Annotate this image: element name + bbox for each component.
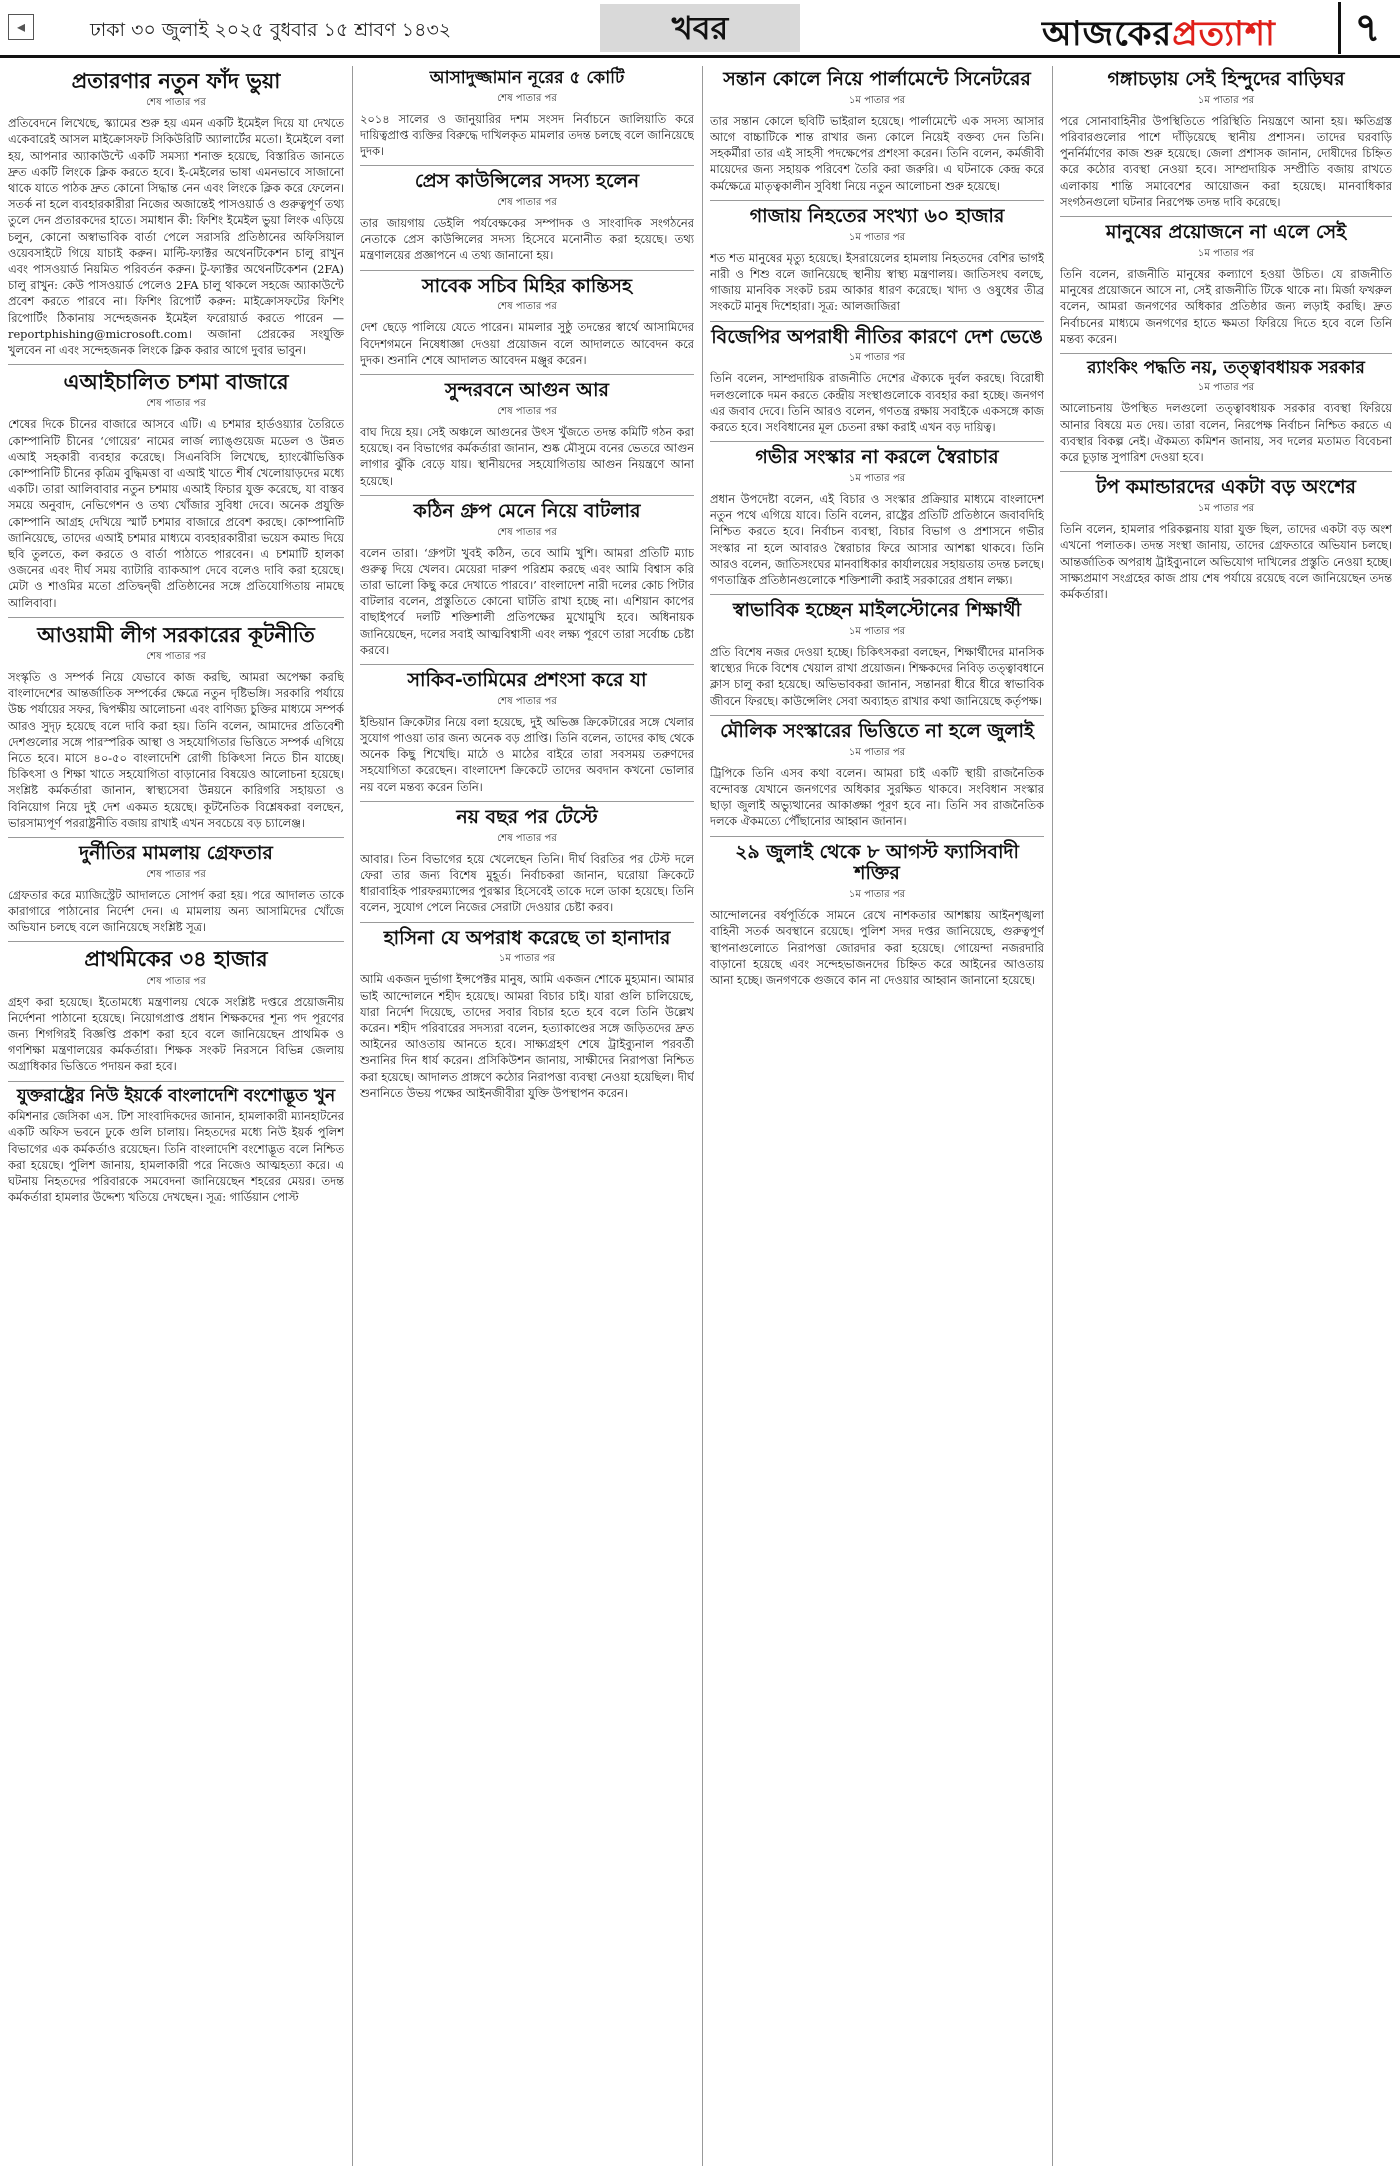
article-body: আমি একজন দুর্ভাগা ইন্সপেক্টর মানুষ, আমি একজন শোকে মুহ্যমান। আমার ভাই আন্দোলনে শহীদ হয়েছে। আমরা বিচার চাই। যারা গুলি চালিয়েছে, যারা নির্দেশ দিয়েছে, তাদের সবার বিচার হতে হবে বলে তিনি উল্লেখ করেন। শহীদ পরিবারের সদস্যরা বলেন, হত্যাকাণ্ডের সঙ্গে জড়িতদের দ্রুত আইনের আওতায় আনতে হবে। সাক্ষ্যগ্রহণ শেষে ট্রাইব্যুনাল পরবর্তী শুনানির দিন ধার্য করেন। প্রসিকিউশন জানায়, সাক্ষীদের নিরাপত্তা নিশ্চিত করা হয়েছে। আদালত প্রাঙ্গণে কঠোর নিরাপত্তা ব্যবস্থা নেওয়া হয়েছিল। দীর্ঘ শুনানিতে উভয় পক্ষের আইনজীবীরা যুক্তি উপস্থাপন করেন। [360, 972, 694, 1100]
column-3 [710, 66, 1044, 2170]
article-body: বাঘ দিয়ে হয়। সেই অঞ্চলে আগুনের উৎস খুঁজতে তদন্ত কমিটি গঠন করা হয়েছে। বন বিভাগের কর্মকর্তারা জানান, শুষ্ক মৌসুমে বনের ভেতরে আগুন লাগার ঝুঁকি বেড়ে যায়। স্থানীয়দের সহযোগিতায় আগুন নিয়ন্ত্রণে আনা হয়েছে। [360, 424, 694, 488]
article-body: দেশ ছেড়ে পালিয়ে যেতে পারেন। মামলার সুষ্ঠু তদন্তের স্বার্থে আসামিদের বিদেশগমনে নিষেধাজ্ঞা দেওয়া প্রয়োজন বলে আদালতে আবেদন করে দুদক। শুনানি শেষে আদালত আবেদন মঞ্জুর করেন। [360, 320, 694, 367]
article-headline[interactable]: এআইচালিত চশমা বাজারে [63, 370, 289, 395]
continuation-note: শেষ পাতার পর [497, 92, 557, 104]
article-headline[interactable]: প্রেস কাউন্সিলের সদস্য হলেন [414, 170, 640, 193]
article-divider [8, 364, 344, 365]
continuation-note: ১ম পাতার পর [498, 953, 556, 965]
newspaper-logo [1042, 8, 1276, 65]
article-body: শেষের দিকে চীনের বাজারে আসবে এটি। এ চশমার হার্ডওয়্যার তৈরিতে কোম্পানিটি চীনের ‘গোয়ের’ নামের লার্জ ল্যাঙ্গুয়েজ মডেল ও উন্নত এআই সহকারী ব্যবহার করেছে। সিএনবিসি লিখেছে, হ্যাংঝৌভিত্তিক কোম্পানিটি চীনের কৃত্রিম বুদ্ধিমত্তা বা এআই খাতে শীর্ষ খেলোয়াড়দের মধ্যে একটি। তারা আলিবাবার নতুন চশমায় এআই ফিচার যুক্ত করেছে, যা বাস্তব সময়ে অনুবাদ, নেভিগেশন ও তথ্য খোঁজার সুবিধা দেবে। অনেক প্রযুক্তি কোম্পানি আগ্রহ দেখিয়ে স্মার্ট চশমার বাজারে প্রবেশ করছে। কোম্পানিটি জানিয়েছে, তাদের এআই চশমার মাধ্যমে ব্যবহারকারীরা ভয়েস কমান্ড দিয়ে ছবি তুলতে, কল করতে ও বার্তা পাঠাতে পারবেন। এ চশমাটি হালকা ওজনের এবং দীর্ঘ সময় ব্যাটারি ব্যাকআপ দেবে বলেও দাবি করা হয়েছে। মেটা ও শাওমির মতো প্রতিদ্বন্দ্বী প্রতিষ্ঠানের সঙ্গে প্রতিযোগিতায় নামছে আলিবাবা। [8, 417, 344, 610]
continuation-note: শেষ পাতার পর [146, 398, 206, 410]
continuation-note: শেষ পাতার পর [497, 695, 557, 707]
article-headline[interactable]: আওয়ামী লীগ সরকারের কূটনীতি [37, 622, 315, 647]
article-body: আবার। তিন বিভাগের হয়ে খেলেছেন তিনি। দীর্ঘ বিরতির পর টেস্ট দলে ফেরা তার জন্য বিশেষ মুহূর্ত। নির্বাচকরা জানান, ঘরোয়া ক্রিকেটে ধারাবাহিক পারফরম্যান্সের পুরস্কার হিসেবেই তাকে দলে ডাকা হয়েছে। তিনি বলেন, সুযোগ পেলে নিজের সেরাটা দেওয়ার চেষ্টা করব। [360, 851, 694, 915]
continuation-note: শেষ পাতার পর [497, 405, 557, 417]
article [710, 836, 1044, 989]
column-4 [1060, 66, 1392, 2170]
article-divider [360, 270, 694, 271]
article [360, 374, 694, 489]
article-headline[interactable]: ২৯ জুলাই থেকে ৮ আগস্ট ফ্যাসিবাদী শক্তির [735, 840, 1019, 885]
article-body: তিনি বলেন, হামলার পরিকল্পনায় যারা যুক্ত ছিল, তাদের একটা বড় অংশ এখনো পলাতক। তদন্ত সংস্থা জানায়, তাদের গ্রেফতারে অভিযান চলছে। আন্তর্জাতিক অপরাধ ট্রাইব্যুনালে অভিযোগ দাখিলের প্রস্তুতি নেওয়া হচ্ছে। সাক্ষ্যপ্রমাণ সংগ্রহের কাজ প্রায় শেষ পর্যায়ে রয়েছে বলে জানিয়েছেন তদন্ত কর্মকর্তারা। [1060, 522, 1392, 601]
article-headline[interactable]: সাবেক সচিব মিহির কান্তিসহ [422, 274, 632, 297]
article-headline[interactable]: আসাদুজ্জামান নূরের ৫ কোটি [429, 68, 625, 88]
article-body: কমিশনার জেসিকা এস. টিশ সাংবাদিকদের জানান, হামলাকারী ম্যানহাটনের একটি অফিস ভবনে ঢুকে গুলি চালায়। নিহতদের মধ্যে নিউ ইয়র্ক পুলিশ বিভাগের এক কর্মকর্তাও রয়েছেন। তিনি বাংলাদেশি বংশোদ্ভূত বলে নিশ্চিত করা হয়েছে। পুলিশ জানায়, হামলাকারী পরে নিজেও আত্মহত্যা করে। এ ঘটনায় নিহতদের পরিবারকে সমবেদনা জানিয়েছেন শহরের মেয়র। তদন্ত কর্মকর্তারা হামলার উদ্দেশ্য খতিয়ে দেখছেন। সূত্র: গার্ডিয়ান পোস্ট [8, 1109, 344, 1205]
article-divider [710, 321, 1044, 322]
article-divider [8, 1081, 344, 1082]
article-headline[interactable]: বিজেপির অপরাধী নীতির কারণে দেশ ভেঙে [711, 325, 1043, 348]
article-body: তার জায়গায় ডেইলি পর্যবেক্ষকের সম্পাদক ও সাংবাদিক সংগঠনের নেতাকে প্রেস কাউন্সিলের সদস্য হিসেবে মনোনীত করা হয়েছে। তথ্য মন্ত্রণালয়ের প্রজ্ঞাপনে এ তথ্য জানানো হয়। [360, 216, 694, 263]
article-headline[interactable]: র‌্যাংকিং পদ্ধতি নয়, তত্ত্বাবধায়ক সরকার [1087, 357, 1365, 378]
continuation-note: ১ম পাতার পর [848, 626, 906, 638]
article-divider [360, 374, 694, 375]
article-headline[interactable]: প্রাথমিকের ৩৪ হাজার [84, 947, 268, 972]
continuation-note: ১ম পাতার পর [848, 231, 906, 243]
article [710, 200, 1044, 315]
back-arrow-icon[interactable]: ◂ [8, 14, 34, 40]
continuation-note: শেষ পাতার পর [146, 975, 206, 987]
article-headline[interactable]: যুক্তরাষ্ট্রের নিউ ইয়র্কে বাংলাদেশি বংশোদ্ভূত খুন [16, 1085, 336, 1106]
page-number: ৭ [1338, 2, 1394, 54]
article [710, 69, 1044, 194]
continuation-note: শেষ পাতার পর [497, 526, 557, 538]
continuation-note: ১ম পাতার পর [1197, 503, 1255, 515]
article-headline[interactable]: কঠিন গ্রুপ মেনে নিয়ে বাটলার [413, 499, 641, 522]
article [360, 69, 694, 159]
article-body: গ্রহণ করা হয়েছে। ইতোমধ্যে মন্ত্রণালয় থেকে সংশ্লিষ্ট দপ্তরে প্রয়োজনীয় নির্দেশনা পাঠানো হয়েছে। নিয়োগপ্রাপ্ত প্রধান শিক্ষকদের শূন্য পদ পূরণের জন্য শিগগিরই বিজ্ঞপ্তি প্রকাশ করা হবে বলে জানিয়েছেন প্রাথমিক ও গণশিক্ষা মন্ত্রণালয়ের কর্মকর্তারা। শিক্ষক সংকট নিরসনে বিভিন্ন জেলায় অগ্রাধিকার ভিত্তিতে পদায়ন করা হবে। [8, 994, 344, 1074]
logo-part-a: আজকের [1042, 14, 1173, 54]
article-divider [360, 922, 694, 923]
article-body: প্রতিবেদনে লিখেছে, স্ক্যামের শুরু হয় এমন একটি ইমেইল দিয়ে যা দেখতে একেবারেই আসল মাইক্রোসফট সিকিউরিটি অ্যালার্টের মতো। ইমেইলে বলা হয়, আপনার অ্যাকাউন্টে একটি সমস্যা শনাক্ত হয়েছে, বিস্তারিত জানতে দ্রুত একটি লিংকে ক্লিক করতে হবে। ই-মেইলের ভাষা এমনভাবে সাজানো থাকে যাতে পাঠক দ্রুত কোনো সিদ্ধান্ত নেন এবং লিংকে ক্লিক করে ফেলেন। সতর্ক না হলে ব্যবহারকারীরা নিজের অজান্তেই পাসওয়ার্ড ও গুরুত্বপূর্ণ তথ্য তুলে দেন প্রতারকদের হাতে। সমাধান কী: ফিশিং ইমেইল ভুয়া লিংক এড়িয়ে চলুন, কোনো অস্বাভাবিক বার্তা পেলে সরাসরি প্রতিষ্ঠানের অফিসিয়াল ওয়েবসাইটে গিয়ে যাচাই করুন। মাল্টি-ফ্যাক্টর অথেনটিকেশন চালু রাখুন এবং পাসওয়ার্ড নিয়মিত পরিবর্তন করুন। টু-ফ্যাক্টর অথেনটিকেশন (2FA) চালু রাখুন: কেউ পাসওয়ার্ড পেলেও 2FA চালু থাকলে সহজে অ্যাকাউন্টে প্রবেশ করতে পারবে না। ফিশিং রিপোর্ট করুন: মাইক্রোসফটের ফিশিং রিপোর্টিং ঠিকানায় সন্দেহজনক ইমেইল ফরোয়ার্ড করতে পারেন — reportphishing@microsoft.com। অজানা প্রেরকের সংযুক্তি খুলবেন না এবং সন্দেহজনক লিংকে ক্লিক করার আগে দুবার ভাবুন। [8, 116, 344, 357]
article-body: আলোচনায় উপস্থিত দলগুলো তত্ত্বাবধায়ক সরকার ব্যবস্থা ফিরিয়ে আনার বিষয়ে মত দেয়। তারা বলেন, নিরপেক্ষ নির্বাচন নিশ্চিত করতে এ ব্যবস্থার বিকল্প নেই। ঐকমত্য কমিশন জানায়, সব দলের মতামত বিবেচনা করে চূড়ান্ত সুপারিশ দেওয়া হবে। [1060, 401, 1392, 465]
article-divider [8, 617, 344, 618]
column-divider [1052, 66, 1053, 2166]
article-body: বলেন তারা। ‘গ্রুপটা খুবই কঠিন, তবে আমি খুশি। আমরা প্রতিটি ম্যাচ গুরুত্ব দিয়ে খেলব। মেয়েরা দারুণ পরিশ্রম করছে এবং আমি বিশ্বাস করি তারা ভালো কিছু করে দেখাতে পারবে।’ বাংলাদেশ নারী দলের কোচ পিটার বাটলার বলেন, প্রস্তুতিতে কোনো ঘাটতি রাখা হচ্ছে না। এশিয়ান কাপের বাছাইপর্বে দলটি শক্তিশালী প্রতিপক্ষের মুখোমুখি হবে। অধিনায়ক জানিয়েছেন, দলের সবাই আত্মবিশ্বাসী এবং লক্ষ্য পূরণে তারা সর্বোচ্চ চেষ্টা করবে। [360, 545, 694, 657]
article-headline[interactable]: স্বাভাবিক হচ্ছেন মাইলস্টোনের শিক্ষার্থী [732, 599, 1022, 622]
article [1060, 471, 1392, 602]
article-divider [710, 836, 1044, 837]
article-headline[interactable]: মানুষের প্রয়োজনে না এলে সেই [1105, 221, 1347, 244]
article-body: আন্দোলনের বর্ষপূর্তিকে সামনে রেখে নাশকতার আশঙ্কায় আইনশৃঙ্খলা বাহিনী সতর্ক অবস্থানে রয়েছে। পুলিশ সদর দপ্তর জানিয়েছে, গুরুত্বপূর্ণ স্থাপনাগুলোতে নিরাপত্তা জোরদার করা হয়েছে। গোয়েন্দা নজরদারি বাড়ানো হয়েছে এবং সন্দেহভাজনদের চিহ্নিত করে আইনের আওতায় আনা হচ্ছে। জনগণকে গুজবে কান না দেওয়ার আহ্বান জানানো হয়েছে। [710, 908, 1044, 988]
article-divider [1060, 353, 1392, 354]
article-body: শত শত মানুষের মৃত্যু হয়েছে। ইসরায়েলের হামলায় নিহতদের বেশির ভাগই নারী ও শিশু বলে জানিয়েছে স্থানীয় স্বাস্থ্য মন্ত্রণালয়। জাতিসংঘ বলছে, গাজায় মানবিক সংকট চরম আকার ধারণ করেছে। খাদ্য ও ওষুধের তীব্র সংকটে মানুষ দিশেহারা। সূত্র: আলজাজিরা [710, 250, 1044, 314]
article [360, 165, 694, 263]
article-divider [710, 594, 1044, 595]
article-body: প্রধান উপদেষ্টা বলেন, এই বিচার ও সংস্কার প্রক্রিয়ার মাধ্যমে বাংলাদেশ নতুন পথে এগিয়ে যাবে। তিনি বলেন, রাষ্ট্রের প্রতিটি প্রতিষ্ঠানে জবাবদিহি নিশ্চিত করতে হবে। নির্বাচন ব্যবস্থা, বিচার বিভাগ ও প্রশাসনে গভীর সংস্কার না হলে আবারও স্বৈরাচার ফিরে আসার আশঙ্কা থাকবে। তিনি আরও বলেন, জাতিসংঘের মানবাধিকার কার্যালয়ের সহায়তায় তদন্ত চলছে। গণতান্ত্রিক প্রতিষ্ঠানগুলোকে শক্তিশালী করাই সরকারের প্রধান লক্ষ্য। [710, 492, 1044, 588]
article-headline[interactable]: হাসিনা যে অপরাধ করেছে তা হানাদার [383, 926, 671, 949]
article-body: ২০১৪ সালের ও জানুয়ারির দশম সংসদ নির্বাচনে জালিয়াতি করে দায়িত্বপ্রাপ্ত ব্যক্তির বিরুদ্ধে দাখিলকৃত মামলার তদন্ত চলছে বলে জানিয়েছে দুদক। [360, 111, 694, 158]
article-body: তিনি বলেন, রাজনীতি মানুষের কল্যাণে হওয়া উচিত। যে রাজনীতি মানুষের প্রয়োজনে আসে না, সেই রাজনীতি টিকে থাকে না। মির্জা ফখরুল বলেন, আমরা জনগণের অধিকার প্রতিষ্ঠার জন্য লড়াই করছি। দ্রুত নির্বাচনের মাধ্যমে জনগণের হাতে ক্ষমতা ফিরিয়ে দিতে হবে বলে তিনি মন্তব্য করেন। [1060, 266, 1392, 346]
article [360, 801, 694, 916]
article-divider [1060, 216, 1392, 217]
article [8, 837, 344, 935]
article [8, 617, 344, 831]
article [710, 715, 1044, 830]
article-divider [360, 664, 694, 665]
article [1060, 69, 1392, 210]
continuation-note: শেষ পাতার পর [146, 97, 206, 109]
article-body: ইন্ডিয়ান ক্রিকেটার নিয়ে বলা হয়েছে, দুই অভিজ্ঞ ক্রিকেটারের সঙ্গে খেলার সুযোগ পাওয়া তার জন্য অনেক বড় প্রাপ্তি। তিনি বলেন, তাদের কাছ থেকে অনেক কিছু শিখেছি। মাঠে ও মাঠের বাইরে তারা সবসময় তরুণদের সহযোগিতা করেছেন। বাংলাদেশ ক্রিকেটে তাদের অবদান কখনো ভোলার নয় বলে মন্তব্য করেন তিনি। [360, 714, 694, 794]
continuation-note: ১ম পাতার পর [848, 473, 906, 485]
article [710, 321, 1044, 436]
article-body: তার সন্তান কোলে ছবিটি ভাইরাল হয়েছে। পার্লামেন্টে এক সদস্য আসার আগে বাচ্চাটিকে শান্ত রাখার জন্য কোলে নিয়েই বক্তব্য দেন তিনি। সহকর্মীরা তার এই সাহসী পদক্ষেপের প্রশংসা করেন। তিনি বলেন, কর্মজীবী মায়েদের জন্য সহায়ক পরিবেশ তৈরি করা জরুরি। এ ঘটনাকে কেন্দ্র করে কর্মক্ষেত্রে মাতৃত্বকালীন সুবিধা নিয়ে নতুন আলোচনা শুরু হয়েছে। [710, 113, 1044, 193]
continuation-note: ১ম পাতার পর [1197, 247, 1255, 259]
article-divider [710, 200, 1044, 201]
article-divider [360, 495, 694, 496]
article-body: ট্রিপিকে তিনি এসব কথা বলেন। আমরা চাই একটি স্থায়ী রাজনৈতিক বন্দোবস্ত যেখানে জনগণের অধিকার সুরক্ষিত থাকবে। সংবিধান সংস্কার ছাড়া জুলাই অভ্যুত্থানের আকাঙ্ক্ষা পূরণ হবে না। তিনি সব রাজনৈতিক দলকে ঐকমত্যে পৌঁছানোর আহ্বান জানান। [710, 765, 1044, 829]
article-body: পরে সোনাবাহিনীর উপস্থিতিতে পরিস্থিতি নিয়ন্ত্রণে আনা হয়। ক্ষতিগ্রস্ত পরিবারগুলোর পাশে দাঁড়িয়েছে স্থানীয় প্রশাসন। তাদের ঘরবাড়ি পুনর্নির্মাণের কাজ শুরু হয়েছে। জেলা প্রশাসক জানান, দোষীদের চিহ্নিত করে কঠোর ব্যবস্থা নেওয়া হবে। সাম্প্রদায়িক সম্প্রীতি বজায় রাখতে এলাকায় শান্তি সমাবেশের আয়োজন করা হয়েছে। মানবাধিকার সংগঠনগুলো ঘটনার নিরপেক্ষ তদন্ত দাবি করেছে। [1060, 113, 1392, 209]
column-2 [360, 66, 694, 2170]
column-divider [352, 66, 353, 2166]
article [360, 664, 694, 795]
article [360, 495, 694, 658]
article-headline[interactable]: গাজায় নিহতের সংখ্যা ৬০ হাজার [749, 204, 1005, 227]
article-headline[interactable]: টপ কমান্ডারদের একটা বড় অংশের [1096, 476, 1356, 499]
continuation-note: শেষ পাতার পর [497, 301, 557, 313]
article-headline[interactable]: নয় বছর পর টেস্টে [456, 805, 598, 828]
article [8, 69, 344, 358]
article-headline[interactable]: সন্তান কোলে নিয়ে পার্লামেন্টে সিনেটরের [723, 68, 1031, 90]
article-divider [360, 165, 694, 166]
continuation-note: ১ম পাতার পর [848, 94, 906, 106]
continuation-note: শেষ পাতার পর [146, 650, 206, 662]
article-body: গ্রেফতার করে ম্যাজিস্ট্রেট আদালতে সোপর্দ করা হয়। পরে আদালত তাকে কারাগারে পাঠানোর নির্দেশ দেন। এ মামলায় অন্য আসামিদের খোঁজে অভিযান চলছে বলে জানিয়েছে সংশ্লিষ্ট সূত্র। [8, 887, 344, 935]
continuation-note: ১ম পাতার পর [848, 746, 906, 758]
section-title: খবর [600, 4, 800, 52]
page-header [0, 0, 1400, 58]
column-divider [702, 66, 703, 2166]
article [360, 922, 694, 1101]
continuation-note: ১ম পাতার পর [848, 889, 906, 901]
article [710, 441, 1044, 588]
article-headline[interactable]: সাকিব-তামিমের প্রশংসা করে যা [407, 668, 647, 691]
continuation-note: শেষ পাতার পর [497, 832, 557, 844]
article-divider [360, 801, 694, 802]
continuation-note: শেষ পাতার পর [497, 197, 557, 208]
continuation-note: ১ম পাতার পর [848, 352, 906, 364]
article-headline[interactable]: গভীর সংস্কার না করলে স্বৈরাচার [755, 446, 999, 469]
continuation-note: ১ম পাতার পর [1197, 94, 1255, 106]
article [1060, 353, 1392, 465]
article-headline[interactable]: মৌলিক সংস্কারের ভিত্তিতে না হলে জুলাই [720, 719, 1034, 742]
article-divider [710, 441, 1044, 442]
logo-part-b: প্রত্যাশা [1172, 14, 1276, 54]
article [360, 270, 694, 368]
article-body: প্রতি বিশেষ নজর দেওয়া হচ্ছে। চিকিৎসকরা বলছেন, শিক্ষার্থীদের মানসিক স্বাস্থ্যের দিকে বিশেষ খেয়াল রাখা প্রয়োজন। শিক্ষকদের নিবিড় তত্ত্বাবধানে ক্লাস চালু করা হয়েছে। অভিভাবকরা জানান, সন্তানরা ধীরে ধীরে স্বাভাবিক জীবনে ফিরছে। কাউন্সেলিং সেবা অব্যাহত রাখার কথা জানিয়েছে কর্তৃপক্ষ। [710, 645, 1044, 708]
article [1060, 216, 1392, 347]
article-divider [8, 837, 344, 838]
article-divider [1060, 471, 1392, 472]
article-headline[interactable]: সুন্দরবনে আগুন আর [445, 379, 609, 402]
article [710, 594, 1044, 709]
article-headline[interactable]: দুর্নীতির মামলায় গ্রেফতার [79, 841, 273, 864]
article [8, 1081, 344, 1206]
article-divider [8, 941, 344, 942]
article-headline[interactable]: প্রতারণার নতুন ফাঁদ ভুয়া [71, 69, 281, 93]
article-body: সংস্কৃতি ও সম্পর্ক নিয়ে যেভাবে কাজ করছি, আমরা অপেক্ষা করছি বাংলাদেশের আন্তর্জাতিক সম্পর্কের ক্ষেত্রে নতুন দৃষ্টিভঙ্গি। সরকারি পর্যায়ে উচ্চ পর্যায়ের সফর, দ্বিপক্ষীয় আলোচনা এবং বাণিজ্য চুক্তির মাধ্যমে সম্পর্ক আরও সুদৃঢ় হয়েছে বলে দাবি করা হয়। তিনি বলেন, আমাদের প্রতিবেশী দেশগুলোর সঙ্গে পারস্পরিক আস্থা ও সহযোগিতার ভিত্তিতে সম্পর্ক এগিয়ে নিতে হবে। মাসে ৪০-৫০ বাংলাদেশি রোগী চিকিৎসা নিতে চীন যাচ্ছে। চিকিৎসা ও শিক্ষা খাতে সহযোগিতা বাড়ানোর বিষয়েও আলোচনা হয়েছে। সংশ্লিষ্ট কর্মকর্তারা জানান, স্বাস্থ্যসেবা উন্নয়নে কারিগরি সহায়তা ও বিনিয়োগ নিয়ে দুই দেশ একমত হয়েছে। কূটনৈতিক বিশ্লেষকরা বলছেন, ভারসাম্যপূর্ণ পররাষ্ট্রনীতি বজায় রাখাই এখন সবচেয়ে বড় চ্যালেঞ্জ। [8, 669, 344, 830]
continuation-note: শেষ পাতার পর [146, 868, 206, 880]
article-headline[interactable]: গঙ্গাচড়ায় সেই হিন্দুদের বাড়িঘর [1107, 68, 1345, 90]
article-body: তিনি বলেন, সাম্প্রদায়িক রাজনীতি দেশের ঐক্যকে দুর্বল করছে। বিরোধী দলগুলোকে দমন করতে কেন্দ্রীয় সংস্থাগুলোকে ব্যবহার করা হচ্ছে। জনগণ এর জবাব দেবে। তিনি আরও বলেন, গণতন্ত্র রক্ষায় সবাইকে একসঙ্গে কাজ করতে হবে। সংবিধানের মূল চেতনা রক্ষা করাই এখন বড় দায়িত্ব। [710, 371, 1044, 434]
article-divider [710, 715, 1044, 716]
continuation-note: ১ম পাতার পর [1197, 382, 1255, 394]
column-1 [8, 66, 344, 2170]
article [8, 364, 344, 611]
article [8, 941, 344, 1074]
issue-date: ঢাকা ৩০ জুলাই ২০২৫ বুধবার ১৫ শ্রাবণ ১৪৩২ [90, 19, 452, 41]
